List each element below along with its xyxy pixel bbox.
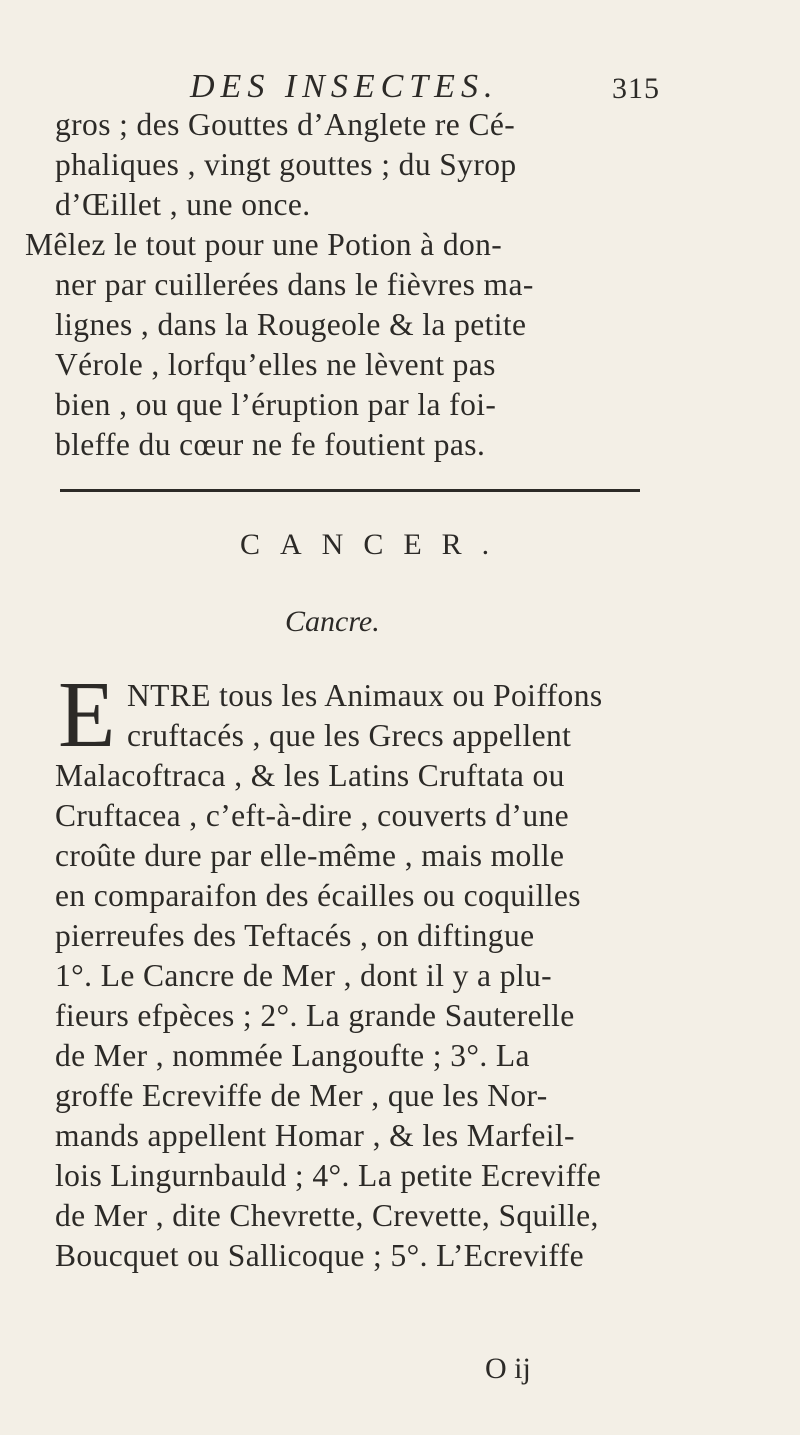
text-line: bien , ou que l’éruption par la foi- xyxy=(55,387,497,422)
text-line: bleffe du cœur ne fe foutient pas. xyxy=(55,427,486,462)
text-line: 1°. Le Cancre de Mer , dont il y a plu- xyxy=(55,958,553,993)
text-line: Boucquet ou Sallicoque ; 5°. L’Ecreviffe xyxy=(55,1238,584,1273)
text-line: fieurs efpèces ; 2°. La grande Sauterelle xyxy=(55,998,575,1033)
body-text xyxy=(55,663,745,1276)
section-divider xyxy=(60,489,640,492)
text-line: d’Œillet , une once. xyxy=(55,187,311,222)
drop-cap: E xyxy=(58,663,116,767)
text-line: ner par cuillerées dans le fièvres ma- xyxy=(55,267,534,302)
running-head xyxy=(190,68,660,108)
text-line: Mêlez le tout pour une Potion à don- xyxy=(25,227,503,262)
text-line: lignes , dans la Rougeole & la petite xyxy=(55,307,527,342)
text-line: en comparaifon des écailles ou coquilles xyxy=(55,878,581,913)
text-line: phaliques , vingt gouttes ; du Syrop xyxy=(55,147,517,182)
text-line: groffe Ecreviffe de Mer , que les Nor- xyxy=(55,1078,548,1113)
text-line: pierreufes des Teftacés , on diftingue xyxy=(55,918,535,953)
opening-text xyxy=(25,105,745,465)
section-subtitle: Cancre. xyxy=(285,605,380,638)
text-line: NTRE tous les Animaux ou Poiffons xyxy=(127,678,603,713)
text-line: croûte dure par elle-même , mais molle xyxy=(55,838,565,873)
section-title: CANCER. xyxy=(240,528,510,561)
text-line: Cruftacea , c’eft-à-dire , couverts d’une xyxy=(55,798,570,833)
text-line: lois Lingurnbauld ; 4°. La petite Ecreviffe xyxy=(55,1158,602,1193)
text-line: de Mer , dite Chevrette, Crevette, Squille, xyxy=(55,1198,599,1233)
text-line: Malacoftraca , & les Latins Cruftata ou xyxy=(55,758,565,793)
text-line: gros ; des Gouttes d’Anglete re Cé- xyxy=(55,107,516,142)
catchword: O ij xyxy=(485,1352,531,1385)
text-line: mands appellent Homar , & les Marfeil- xyxy=(55,1118,575,1153)
text-line: Vérole , lorfqu’elles ne lèvent pas xyxy=(55,347,496,382)
running-title: DES INSECTES. xyxy=(190,68,499,105)
text-line: cruftacés , que les Grecs appellent xyxy=(127,718,572,753)
page-number: 315 xyxy=(612,72,660,105)
text-line: de Mer , nommée Langoufte ; 3°. La xyxy=(55,1038,530,1073)
